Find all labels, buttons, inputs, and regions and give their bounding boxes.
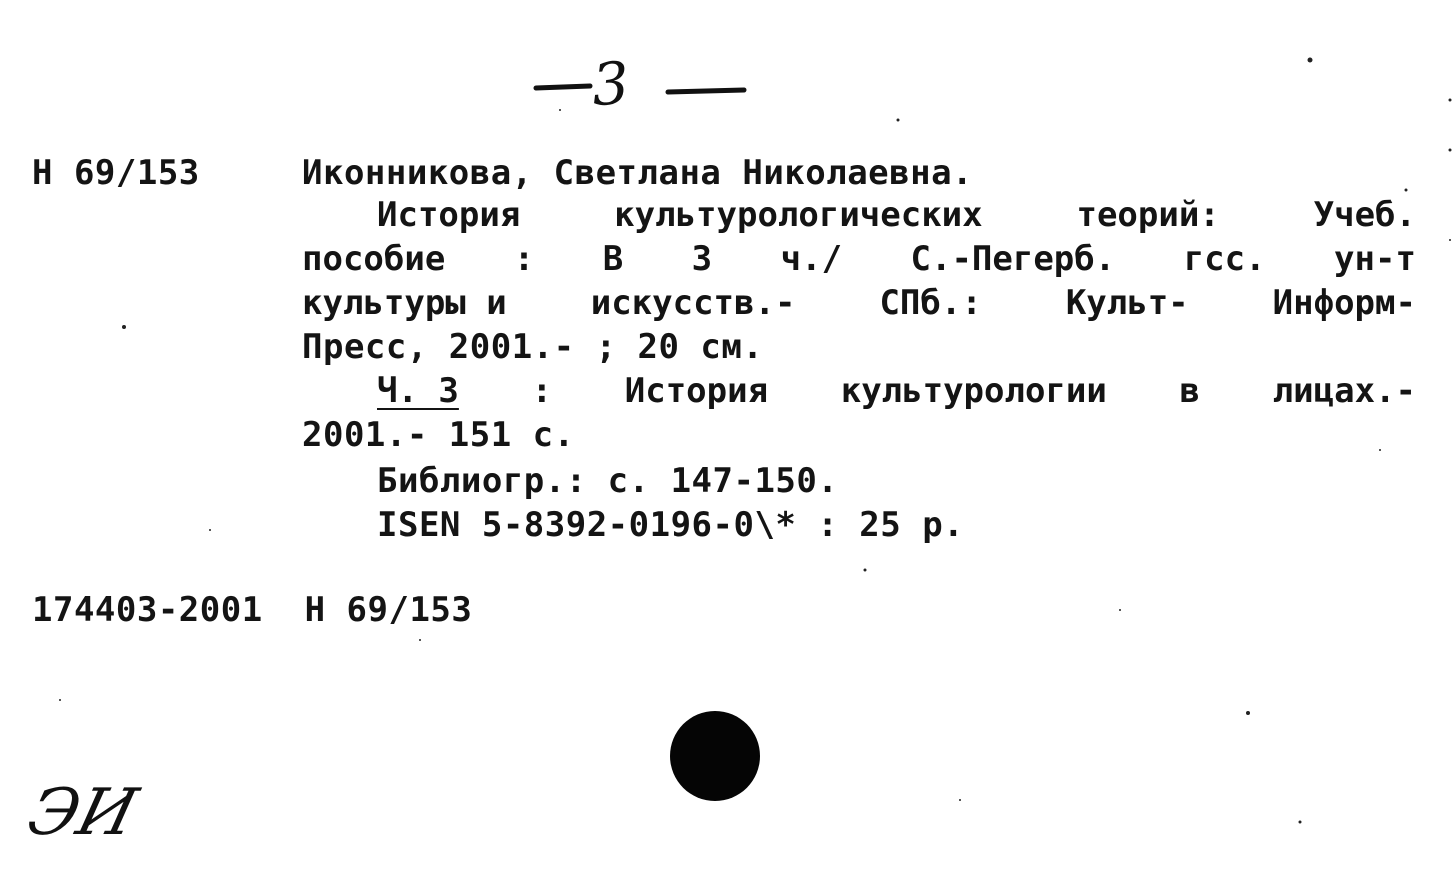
title-word: культурологических (614, 195, 983, 235)
title-word: Учеб. (1313, 195, 1416, 235)
isbn-price: ISEN 5-8392-0196-0\* : 25 р. (377, 505, 965, 545)
part-year-pages: 2001.- 151 с. (302, 415, 575, 455)
inventory-number: 174403-2001 Н 69/153 (32, 590, 473, 630)
title-word: теорий: (1076, 195, 1220, 235)
shelfmark: Н 69/153 (32, 153, 200, 193)
title-word: Информ- (1272, 283, 1416, 323)
title-word: ун-т (1334, 239, 1416, 279)
part-word: История (624, 371, 769, 411)
title-word: История (377, 195, 521, 235)
publication-details: Пресс, 2001.- ; 20 см. (302, 327, 764, 367)
part-line (377, 371, 1416, 411)
title-word: культуры и (302, 283, 507, 323)
punch-hole (670, 711, 760, 801)
title-line-1 (377, 195, 1416, 235)
part-label: Ч. 3 (377, 371, 459, 411)
title-word: Культ- (1065, 283, 1189, 323)
part-word: в (1179, 371, 1201, 411)
title-word: пособие (302, 239, 446, 279)
part-word: : (531, 371, 553, 411)
handwritten-mark: ЭИ (20, 776, 145, 850)
page-number: 3 (589, 48, 632, 120)
title-word: СПб.: (879, 283, 982, 323)
author-heading: Иконникова, Светлана Николаевна. (302, 153, 974, 193)
bibliography-note: Библиогр.: с. 147-150. (377, 461, 839, 501)
part-word: лицах.- (1272, 371, 1416, 411)
title-word: В (602, 239, 624, 279)
title-word: : (513, 239, 535, 279)
title-word: ч./ (780, 239, 843, 279)
title-word: гсс. (1183, 239, 1266, 279)
page-number-dashes (532, 46, 752, 126)
title-word: С.-Пегерб. (910, 239, 1116, 279)
title-line-2 (302, 239, 1416, 279)
title-line-3 (302, 283, 1416, 323)
part-word: культурологии (840, 371, 1107, 411)
title-word: искусств.- (590, 283, 796, 323)
title-word: 3 (691, 239, 713, 279)
